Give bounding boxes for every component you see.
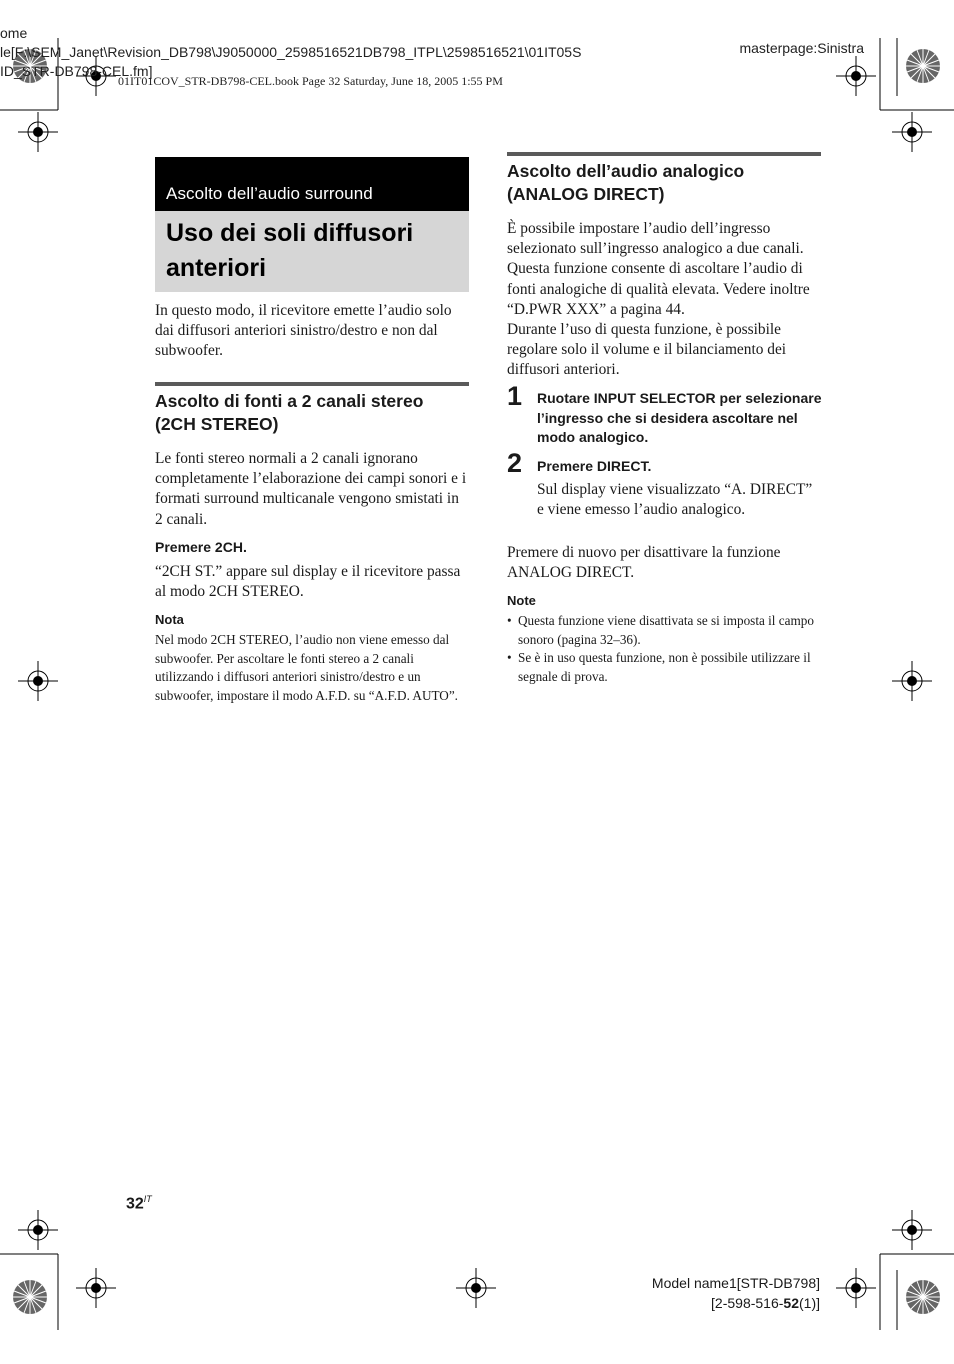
file-path-line-2: le[F:\SEM_Janet\Revision_DB798\J9050000_2598516521DB798_ITPL\2598516521\01IT05S (0, 44, 582, 60)
page-language-suffix: IT (143, 1194, 152, 1204)
step-label-1: Ruotare INPUT SELECTOR per selezionare l’ingresso che si desidera ascoltare nel modo analogico. (537, 390, 822, 445)
section-title-2ch-stereo: Ascolto di fonti a 2 canali stereo (2CH STEREO) (155, 391, 424, 434)
note-title-left: Nota (155, 612, 184, 627)
model-line-2 (652, 1293, 820, 1313)
chapter-category: Ascolto dell’audio surround (155, 157, 469, 211)
analog-para-1: È possibile impostare l’audio dell’ingresso selezionato sull’ingresso analogico a due canali. Questa funzione consente di ascoltare l’audio di fonti analogiche di qualità elevata. Vedere inoltre “D.PWR XXX” a pagina 44. (507, 220, 810, 318)
notes-list-right (507, 612, 821, 686)
book-info-line: 01IT01COV_STR-DB798-CEL.book Page 32 Saturday, June 18, 2005 1:55 PM (118, 74, 503, 88)
model-code-prefix: [2-598-516- (711, 1295, 784, 1311)
step-label-2ch: Premere 2CH. (155, 539, 247, 555)
page-number-value: 32 (126, 1195, 144, 1213)
model-info (652, 1273, 820, 1313)
list-item: • Se è in uso questa funzione, non è possibile utilizzare il segnale di prova. (507, 649, 821, 686)
step-number-1: 1 (507, 381, 523, 411)
chapter-banner (155, 157, 469, 292)
step-body-2: Sul display viene visualizzato “A. DIRECT” e viene emesso l’audio analogico. (537, 481, 813, 519)
file-path-line-3: ID_STR-DB798-CEL.fm] (0, 63, 153, 79)
section-rule-left (155, 382, 469, 386)
section-rule-right (507, 152, 821, 156)
note-body-left: Nel modo 2CH STEREO, l’audio non viene emesso dal subwoofer. Per ascoltare le fonti stereo a 2 canali utilizzando i diffusori anteriori sinistro/destro e un subwoofer, impostare il modo A.F.D. su “A.F.D. AUTO”. (155, 632, 458, 703)
page-title: Uso dei soli diffusori anteriori (155, 211, 469, 292)
note-title-right: Note (507, 593, 536, 608)
analog-after-steps: Premere di nuovo per disattivare la funzione ANALOG DIRECT. (507, 544, 781, 582)
step-body-2ch: “2CH ST.” appare sul display e il ricevitore passa al modo 2CH STEREO. (155, 563, 461, 601)
analog-para-2: Durante l’uso di questa funzione, è possibile regolare solo il volume e il bilanciamento dei diffusori anteriori. (507, 321, 787, 379)
file-path (0, 24, 581, 81)
intro-paragraph: In questo modo, il ricevitore emette l’audio solo dai diffusori anteriori sinistro/destro e non dal subwoofer. (155, 302, 452, 360)
step-label-2: Premere DIRECT. (537, 458, 652, 474)
masterpage-label: masterpage:Sinistra (739, 40, 864, 56)
file-path-line-1: ome (0, 25, 28, 41)
model-line-1: Model name1[STR-DB798] (651, 1275, 820, 1291)
step-number-2: 2 (507, 448, 523, 478)
page-number (126, 1194, 152, 1213)
model-code-bold: 52 (783, 1295, 799, 1311)
section-title-analog-direct: Ascolto dell’audio analogico (ANALOG DIRECT) (507, 161, 745, 204)
list-item: • Questa funzione viene disattivata se si imposta il campo sonoro (pagina 32–36). (507, 612, 821, 649)
model-code-suffix: (1)] (799, 1295, 820, 1311)
section-body-2ch-stereo: Le fonti stereo normali a 2 canali ignorano completamente l’elaborazione dei campi sonori e i formati surround multicanale vengono smistati in 2 canali. (155, 450, 467, 528)
